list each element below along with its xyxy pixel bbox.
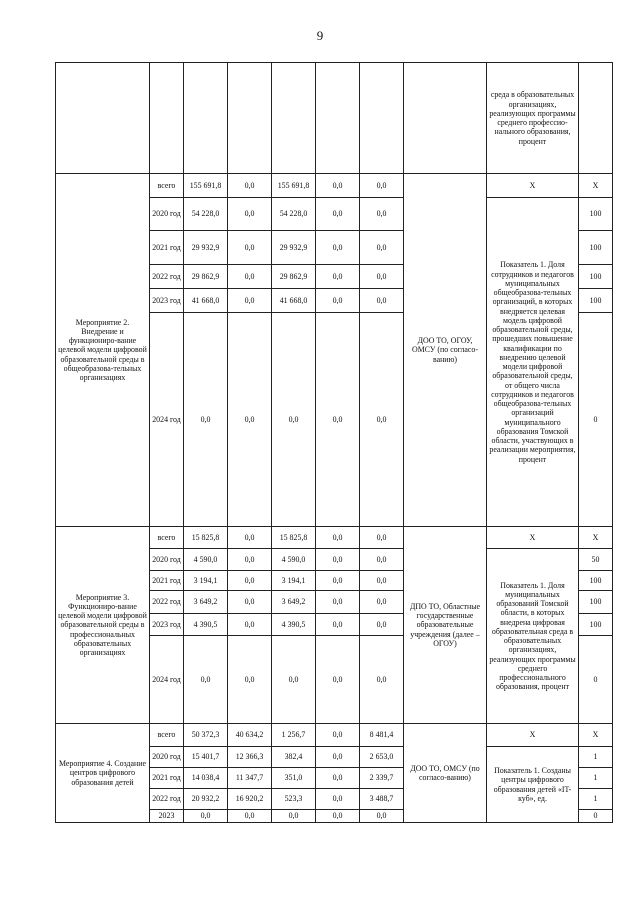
- amount-cell: 0,0: [316, 724, 360, 747]
- amount-cell: 0,0: [316, 174, 360, 198]
- year-cell: 2020 год: [150, 549, 184, 571]
- page-number: 9: [316, 28, 324, 43]
- amount-cell: 0,0: [316, 768, 360, 789]
- table-row: [56, 527, 613, 549]
- amount-cell: 29 862,9: [184, 265, 228, 289]
- amount-cell: 16 920,2: [228, 789, 272, 810]
- amount-cell: 11 347,7: [228, 768, 272, 789]
- indicator-value: 0: [579, 810, 613, 823]
- amount-cell: 0,0: [228, 614, 272, 636]
- year-cell: 2022 год: [150, 265, 184, 289]
- amount-cell: 3 194,1: [272, 571, 316, 591]
- year-cell: 2024 год: [150, 636, 184, 724]
- amount-cell: 41 668,0: [184, 289, 228, 313]
- value-header: Х: [579, 724, 613, 747]
- amount-cell: 0,0: [228, 591, 272, 614]
- amount-cell: 3 194,1: [184, 571, 228, 591]
- amount-cell: 29 932,9: [272, 231, 316, 265]
- empty-cell: [228, 63, 272, 174]
- amount-cell: 0,0: [184, 636, 228, 724]
- empty-cell: [579, 63, 613, 174]
- year-cell: 2024 год: [150, 313, 184, 527]
- amount-cell: 3 488,7: [360, 789, 404, 810]
- amount-cell: 29 862,9: [272, 265, 316, 289]
- empty-cell: [184, 63, 228, 174]
- amount-cell: 0,0: [360, 571, 404, 591]
- amount-cell: 50 372,3: [184, 724, 228, 747]
- amount-cell: 0,0: [316, 527, 360, 549]
- indicator-header: Х: [487, 527, 579, 549]
- amount-cell: 4 590,0: [272, 549, 316, 571]
- amount-cell: 15 825,8: [184, 527, 228, 549]
- amount-cell: 0,0: [228, 313, 272, 527]
- amount-cell: 4 390,5: [184, 614, 228, 636]
- amount-cell: 0,0: [228, 174, 272, 198]
- amount-cell: 0,0: [360, 636, 404, 724]
- table-row: [56, 724, 613, 747]
- indicator-header: Х: [487, 724, 579, 747]
- amount-cell: 0,0: [316, 789, 360, 810]
- indicator-value: 100: [579, 571, 613, 591]
- amount-cell: 41 668,0: [272, 289, 316, 313]
- year-cell: 2020 год: [150, 198, 184, 231]
- indicator-value: 0: [579, 313, 613, 527]
- amount-cell: 0,0: [228, 571, 272, 591]
- amount-cell: 0,0: [316, 549, 360, 571]
- amount-cell: 20 932,2: [184, 789, 228, 810]
- amount-cell: 0,0: [316, 571, 360, 591]
- amount-cell: 0,0: [316, 747, 360, 768]
- amount-cell: 0,0: [228, 549, 272, 571]
- amount-cell: 40 634,2: [228, 724, 272, 747]
- amount-cell: 0,0: [228, 527, 272, 549]
- indicator-text: среда в образовательных организациях, реализующих программы среднего профессио-нального образования, процент: [487, 63, 579, 174]
- amount-cell: 0,0: [360, 289, 404, 313]
- table-row: [56, 174, 613, 198]
- indicator-value: 1: [579, 768, 613, 789]
- year-cell: всего: [150, 174, 184, 198]
- measure-name: Мероприятие 4. Создание центров цифрового образования детей: [56, 724, 150, 823]
- amount-cell: 351,0: [272, 768, 316, 789]
- measure-name: Мероприятие 3. Функциониро-вание целевой модели цифровой образовательной среды в профессиональных образовательных организациях: [56, 527, 150, 724]
- value-header: Х: [579, 527, 613, 549]
- amount-cell: 0,0: [316, 636, 360, 724]
- year-cell: 2021 год: [150, 571, 184, 591]
- amount-cell: 0,0: [272, 313, 316, 527]
- executor-cell: ДОО ТО, ОМСУ (по согласо-ванию): [404, 724, 487, 823]
- amount-cell: 0,0: [228, 265, 272, 289]
- amount-cell: 0,0: [360, 231, 404, 265]
- amount-cell: 3 649,2: [272, 591, 316, 614]
- amount-cell: 0,0: [360, 810, 404, 823]
- amount-cell: 0,0: [360, 527, 404, 549]
- year-cell: всего: [150, 724, 184, 747]
- amount-cell: 0,0: [228, 231, 272, 265]
- program-table: [55, 62, 613, 823]
- amount-cell: 15 825,8: [272, 527, 316, 549]
- amount-cell: 0,0: [316, 198, 360, 231]
- amount-cell: 0,0: [316, 313, 360, 527]
- empty-cell: [56, 63, 150, 174]
- empty-cell: [316, 63, 360, 174]
- continuation-row: [56, 63, 613, 174]
- year-cell: 2022 год: [150, 591, 184, 614]
- amount-cell: 29 932,9: [184, 231, 228, 265]
- empty-cell: [404, 63, 487, 174]
- amount-cell: 0,0: [272, 636, 316, 724]
- empty-cell: [272, 63, 316, 174]
- indicator-value: 1: [579, 789, 613, 810]
- amount-cell: 0,0: [360, 549, 404, 571]
- amount-cell: 0,0: [360, 614, 404, 636]
- amount-cell: 155 691,8: [184, 174, 228, 198]
- amount-cell: 0,0: [316, 289, 360, 313]
- indicator-value: 100: [579, 265, 613, 289]
- amount-cell: 14 038,4: [184, 768, 228, 789]
- indicator-text: Показатель 1. Доля муниципальных образований Томской области, в которых внедрена цифровая образовательная среда в образовательных организациях, реализующих программы среднего профессионального образования, процент: [487, 549, 579, 724]
- indicator-text: Показатель 1. Созданы центры цифрового образования детей «IT-куб», ед.: [487, 747, 579, 823]
- amount-cell: 0,0: [272, 810, 316, 823]
- amount-cell: 2 653,0: [360, 747, 404, 768]
- amount-cell: 0,0: [360, 591, 404, 614]
- amount-cell: 0,0: [228, 289, 272, 313]
- amount-cell: 523,3: [272, 789, 316, 810]
- amount-cell: 0,0: [360, 313, 404, 527]
- year-cell: 2021 год: [150, 768, 184, 789]
- amount-cell: 12 366,3: [228, 747, 272, 768]
- amount-cell: 382,4: [272, 747, 316, 768]
- indicator-value: 50: [579, 549, 613, 571]
- amount-cell: 15 401,7: [184, 747, 228, 768]
- amount-cell: 155 691,8: [272, 174, 316, 198]
- amount-cell: 0,0: [360, 265, 404, 289]
- executor-cell: ДПО ТО, Областные государственные образовательные учреждения (далее – ОГОУ): [404, 527, 487, 724]
- measure-name: Мероприятие 2. Внедрение и функциониро-вание целевой модели цифровой образовательной среды в общеобразова-тельных организациях: [56, 174, 150, 527]
- empty-cell: [150, 63, 184, 174]
- amount-cell: 3 649,2: [184, 591, 228, 614]
- indicator-value: 1: [579, 747, 613, 768]
- amount-cell: 4 590,0: [184, 549, 228, 571]
- value-header: Х: [579, 174, 613, 198]
- amount-cell: 54 228,0: [184, 198, 228, 231]
- year-cell: всего: [150, 527, 184, 549]
- amount-cell: 0,0: [184, 810, 228, 823]
- indicator-value: 0: [579, 636, 613, 724]
- empty-cell: [360, 63, 404, 174]
- year-cell: 2022 год: [150, 789, 184, 810]
- indicator-value: 100: [579, 231, 613, 265]
- amount-cell: 0,0: [316, 591, 360, 614]
- year-cell: 2023 год: [150, 614, 184, 636]
- amount-cell: 4 390,5: [272, 614, 316, 636]
- amount-cell: 0,0: [316, 231, 360, 265]
- executor-cell: ДОО ТО, ОГОУ, ОМСУ (по согласо-ванию): [404, 174, 487, 527]
- amount-cell: 0,0: [228, 636, 272, 724]
- amount-cell: 0,0: [228, 198, 272, 231]
- indicator-value: 100: [579, 198, 613, 231]
- year-cell: 2023 год: [150, 289, 184, 313]
- amount-cell: 1 256,7: [272, 724, 316, 747]
- amount-cell: 0,0: [316, 614, 360, 636]
- amount-cell: 0,0: [184, 313, 228, 527]
- amount-cell: 0,0: [360, 198, 404, 231]
- indicator-header: Х: [487, 174, 579, 198]
- amount-cell: 0,0: [316, 265, 360, 289]
- amount-cell: 8 481,4: [360, 724, 404, 747]
- indicator-text: Показатель 1. Доля сотрудников и педагогов муниципальных общеобразова-тельных организаций, в которых внедряется целевая модель цифровой образовательной среды, прошедших повышение квалификации по внедрению целевой модели цифровой образовательной среды, от общего числа сотрудников и педагогов общеобразова-тельных организаций муниципального образования Томской области, участвующих в реализации мероприятия, процент: [487, 198, 579, 527]
- amount-cell: 0,0: [360, 174, 404, 198]
- year-cell: 2021 год: [150, 231, 184, 265]
- indicator-value: 100: [579, 591, 613, 614]
- year-cell: 2023: [150, 810, 184, 823]
- amount-cell: 0,0: [316, 810, 360, 823]
- year-cell: 2020 год: [150, 747, 184, 768]
- indicator-value: 100: [579, 289, 613, 313]
- indicator-value: 100: [579, 614, 613, 636]
- amount-cell: 0,0: [228, 810, 272, 823]
- amount-cell: 54 228,0: [272, 198, 316, 231]
- amount-cell: 2 339,7: [360, 768, 404, 789]
